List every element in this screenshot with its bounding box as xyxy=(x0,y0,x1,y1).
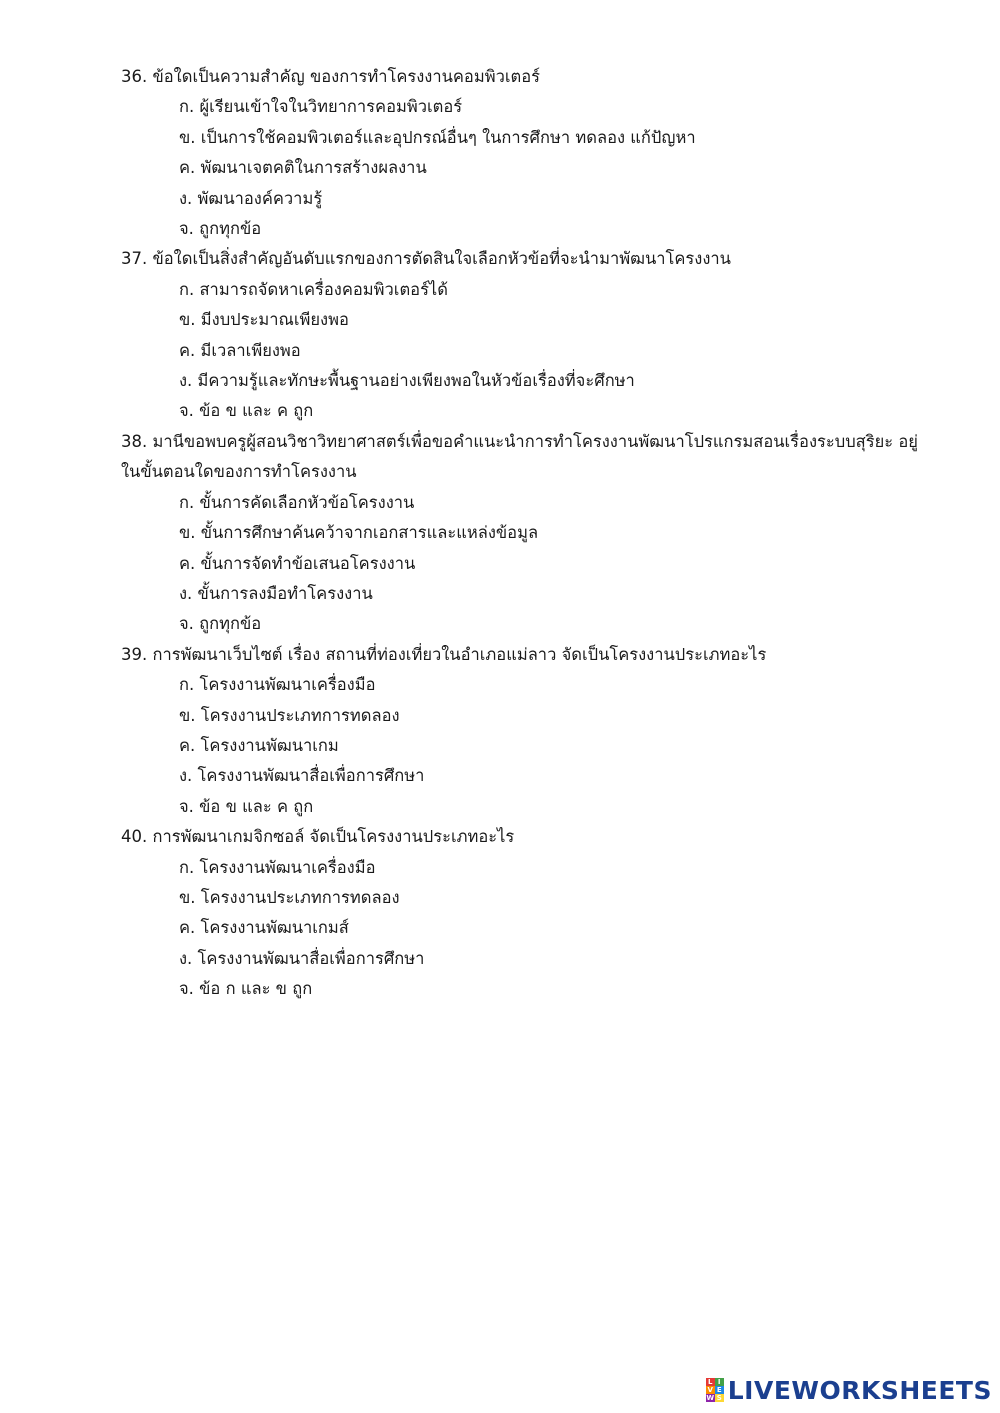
choice-ko[interactable]: ก. สามารถจัดหาเครื่องคอมพิวเตอร์ได้ xyxy=(179,279,448,299)
answer-choices xyxy=(121,488,921,640)
choice-ko[interactable]: ก. ผู้เรียนเข้าใจในวิทยาการคอมพิวเตอร์ xyxy=(179,97,463,117)
choice-ngo[interactable]: ง. โครงงานพัฒนาสื่อเพื่อการศึกษา xyxy=(179,948,425,968)
choice-kho-khwai[interactable]: ค. พัฒนาเจตคติในการสร้างผลงาน xyxy=(179,158,427,178)
logo-letter: L xyxy=(706,1378,715,1386)
choice-ko[interactable]: ก. ขั้นการคัดเลือกหัวข้อโครงงาน xyxy=(179,492,415,512)
answer-choices xyxy=(121,670,921,822)
choice-ngo[interactable]: ง. ขั้นการลงมือทำโครงงาน xyxy=(179,583,373,603)
choice-cho[interactable]: จ. ข้อ ก และ ข ถูก xyxy=(179,979,313,999)
answer-choices xyxy=(121,853,921,1005)
watermark-text: LIVEWORKSHEETS xyxy=(727,1375,992,1405)
liveworksheets-logo-icon xyxy=(706,1378,724,1402)
choice-kho-khwai[interactable]: ค. โครงงานพัฒนาเกม xyxy=(179,735,339,755)
question-40 xyxy=(121,822,921,1004)
choice-kho[interactable]: ข. มีงบประมาณเพียงพอ xyxy=(179,310,349,330)
answer-choices xyxy=(121,275,921,427)
choice-kho[interactable]: ข. ขั้นการศึกษาค้นคว้าจากเอกสารและแหล่งข้อมูล xyxy=(179,523,539,543)
choice-kho-khwai[interactable]: ค. มีเวลาเพียงพอ xyxy=(179,340,301,360)
choice-cho[interactable]: จ. ข้อ ข และ ค ถูก xyxy=(179,401,314,421)
question-36 xyxy=(121,62,921,244)
choice-ngo[interactable]: ง. พัฒนาองค์ความรู้ xyxy=(179,188,323,208)
choice-cho[interactable]: จ. ข้อ ข และ ค ถูก xyxy=(179,796,314,816)
answer-choices xyxy=(121,92,921,244)
question-text: 39. การพัฒนาเว็บไซต์ เรื่อง สถานที่ท่องเที่ยวในอำเภอแม่ลาว จัดเป็นโครงงานประเภทอะไร xyxy=(121,644,767,664)
logo-letter: I xyxy=(715,1378,724,1386)
choice-ngo[interactable]: ง. มีความรู้และทักษะพื้นฐานอย่างเพียงพอในหัวข้อเรื่องที่จะศึกษา xyxy=(179,371,635,391)
question-text-line-1: 38. มานีขอพบครูผู้สอนวิชาวิทยาศาสตร์เพื่อขอคำแนะนำการทำโครงงานพัฒนาโปรแกรมสอนเรื่องระบบสุริยะ อยู่ xyxy=(121,431,918,451)
choice-kho[interactable]: ข. โครงงานประเภทการทดลอง xyxy=(179,705,400,725)
choice-ko[interactable]: ก. โครงงานพัฒนาเครื่องมือ xyxy=(179,675,376,695)
choice-cho[interactable]: จ. ถูกทุกข้อ xyxy=(179,614,262,634)
question-text: 36. ข้อใดเป็นความสำคัญ ของการทำโครงงานคอมพิวเตอร์ xyxy=(121,67,540,86)
question-38 xyxy=(121,427,921,640)
choice-kho[interactable]: ข. โครงงานประเภทการทดลอง xyxy=(179,887,400,907)
question-39 xyxy=(121,640,921,822)
choice-kho[interactable]: ข. เป็นการใช้คอมพิวเตอร์และอุปกรณ์อื่นๆ ในการศึกษา ทดลอง แก้ปัญหา xyxy=(179,127,696,147)
question-text-line-2: ในขั้นตอนใดของการทำโครงงาน xyxy=(121,462,357,482)
question-text: 40. การพัฒนาเกมจิกซอล์ จัดเป็นโครงงานประเภทอะไร xyxy=(121,827,515,847)
worksheet-page xyxy=(121,62,921,1005)
logo-letter: V xyxy=(707,1386,713,1394)
choice-cho[interactable]: จ. ถูกทุกข้อ xyxy=(179,219,262,239)
choice-kho-khwai[interactable]: ค. ขั้นการจัดทำข้อเสนอโครงงาน xyxy=(179,553,416,573)
logo-letter: S xyxy=(716,1394,722,1402)
liveworksheets-watermark xyxy=(706,1373,992,1407)
choice-ngo[interactable]: ง. โครงงานพัฒนาสื่อเพื่อการศึกษา xyxy=(179,766,425,786)
choice-kho-khwai[interactable]: ค. โครงงานพัฒนาเกมส์ xyxy=(179,918,349,938)
question-37 xyxy=(121,244,921,426)
question-text: 37. ข้อใดเป็นสิ่งสำคัญอันดับแรกของการตัดสินใจเลือกหัวข้อที่จะนำมาพัฒนาโครงงาน xyxy=(121,249,731,269)
choice-ko[interactable]: ก. โครงงานพัฒนาเครื่องมือ xyxy=(179,857,376,877)
logo-letter: W xyxy=(706,1394,715,1402)
logo-letter: E xyxy=(715,1386,724,1394)
